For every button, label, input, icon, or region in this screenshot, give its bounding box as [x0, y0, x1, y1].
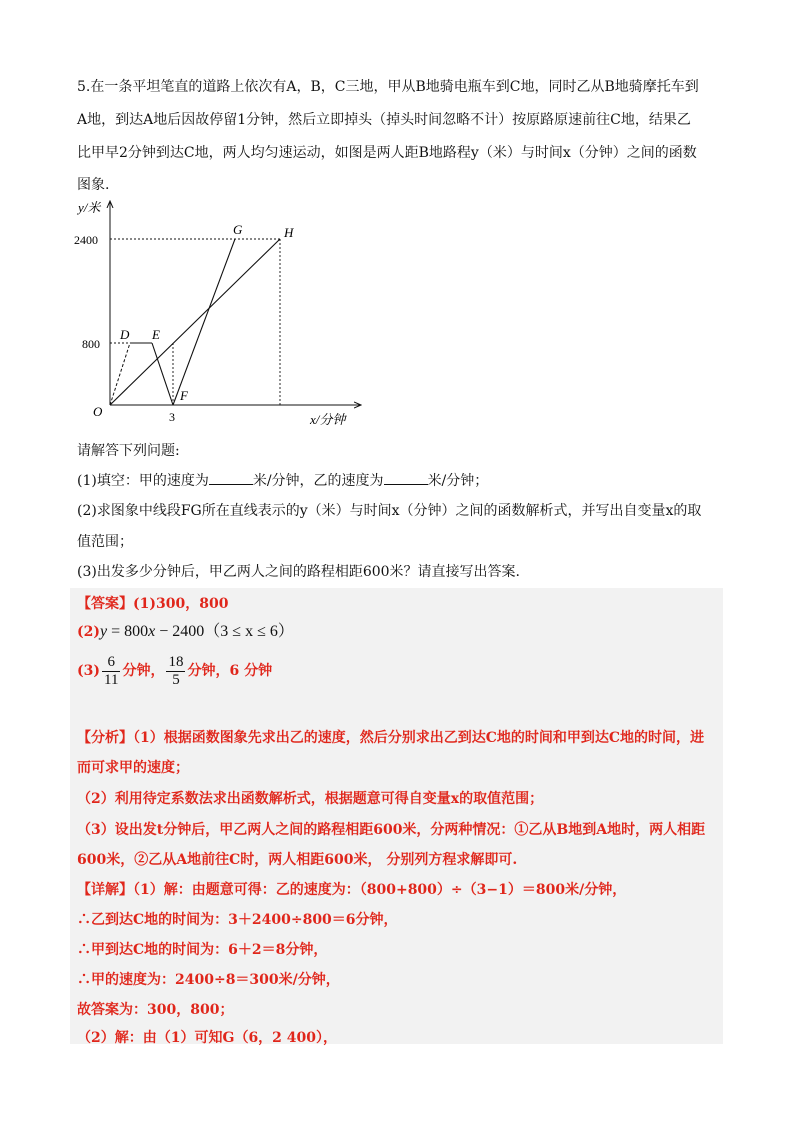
- detail-line-3: ∴甲到达C地的时间为：6＋2＝8分钟，: [77, 942, 328, 958]
- answer-2-range: （3 ≤ x ≤ 6）: [204, 623, 294, 640]
- answer-line-3: [77, 652, 272, 690]
- detail-line-6: （2）解：由（1）可知G（6，2 400），: [77, 1030, 338, 1046]
- analysis-line-4: （3）设出发t分钟后，甲乙两人之间的路程相距600米，分两种情况：①乙从B地到A地时，两人相距: [77, 822, 706, 838]
- point-g-label: G: [233, 222, 243, 237]
- question-line-4: 图象.: [77, 177, 110, 193]
- question-line-1: 5.在一条平坦笔直的道路上依次有A，B，C三地，甲从B地骑电瓶车到C地，同时乙从B地骑摩托车到: [77, 79, 699, 95]
- fraction-1-numerator: 6: [102, 654, 120, 672]
- question-2-line-2: 值范围；: [77, 534, 133, 550]
- answer-2-y: y: [100, 623, 108, 640]
- point-d-label: D: [120, 327, 130, 342]
- answer-2-rest: − 2400: [155, 623, 205, 640]
- analysis-line-5: 600米，②乙从A地前往C时，两人相距600米， 分别列方程求解即可.: [77, 852, 518, 868]
- q1-part-b: 米/分钟，乙的速度为: [252, 473, 384, 489]
- answer-3-fraction-2: [166, 654, 185, 689]
- detail-line-1: 【详解】（1）解：由题意可得：乙的速度为：（800+800）÷（3−1）＝800米/分钟，: [77, 882, 627, 898]
- q1-blank-2[interactable]: [384, 470, 428, 485]
- x-axis-label: x/分钟: [310, 412, 346, 427]
- answer-3-unit-1: 分钟，: [122, 663, 165, 679]
- analysis-line-3: （2）利用待定系数法求出函数解析式，根据题意可得自变量x的取值范围；: [77, 791, 544, 807]
- function-graph: [60, 194, 380, 434]
- fraction-2-numerator: 18: [168, 653, 184, 670]
- analysis-line-1: 【分析】（1）根据函数图象先求出乙的速度，然后分别求出乙到达C地的时间和甲到达C地的时间，进: [77, 730, 705, 746]
- answer-1: (1)300，800: [133, 596, 229, 612]
- question-line-3: 比甲早2分钟到达C地，两人均匀速运动，如图是两人距B地路程y（米）与时间x（分钟）之间的函数: [77, 145, 697, 161]
- analysis-line-2: 而可求甲的速度；: [77, 760, 189, 776]
- point-f-label: F: [180, 388, 188, 403]
- tick-800: 800: [82, 337, 100, 351]
- question-2-line-1: (2)求图象中线段FG所在直线表示的y（米）与时间x（分钟）之间的函数解析式，并写出自变量x的取: [77, 503, 702, 519]
- answer-2-prefix: (2): [77, 624, 100, 640]
- question-3: (3)出发多少分钟后，甲乙两人之间的路程相距600米？请直接写出答案.: [77, 564, 521, 580]
- prompt-line: 请解答下列问题:: [77, 443, 180, 459]
- answer-3-unit-2: 分钟，6 分钟: [187, 663, 273, 679]
- point-h-label: H: [284, 225, 294, 240]
- point-e-label: E: [152, 327, 160, 342]
- fraction-1-denominator: 11: [104, 671, 119, 688]
- answer-line-2: [77, 622, 294, 642]
- fraction-2-denominator: 5: [172, 671, 180, 688]
- point-o-label: O: [93, 404, 103, 419]
- detail-line-5: 故答案为：300，800；: [77, 1002, 234, 1018]
- detail-line-4: ∴甲的速度为：2400÷8＝300米/分钟，: [77, 972, 340, 988]
- answer-3-fraction-1: [102, 654, 120, 689]
- segment-OH: [110, 239, 280, 405]
- detail-line-2: ∴乙到达C地的时间为：3＋2400÷800＝6分钟，: [77, 912, 398, 928]
- y-axis-label: y/米: [78, 200, 101, 215]
- q1-part-c: 米/分钟；: [427, 473, 489, 489]
- q1-part-a: (1)填空：甲的速度为: [77, 473, 209, 489]
- answer-tag: 【答案】: [77, 596, 133, 612]
- q1-blank-1[interactable]: [209, 470, 253, 485]
- answer-2-x: x: [148, 623, 156, 640]
- answer-2-eq: = 800: [107, 623, 149, 640]
- question-1: [77, 470, 488, 491]
- segment-EF: [152, 343, 173, 405]
- tick-2400: 2400: [74, 233, 98, 247]
- segment-FG: [173, 239, 235, 405]
- answer-3-prefix: (3): [77, 663, 100, 679]
- answer-line-1: [77, 594, 228, 614]
- tick-3: 3: [169, 410, 175, 424]
- question-line-2: A地，到达A地后因故停留1分钟，然后立即掉头（掉头时间忽略不计）按原路原速前往C地，结果乙: [77, 112, 691, 128]
